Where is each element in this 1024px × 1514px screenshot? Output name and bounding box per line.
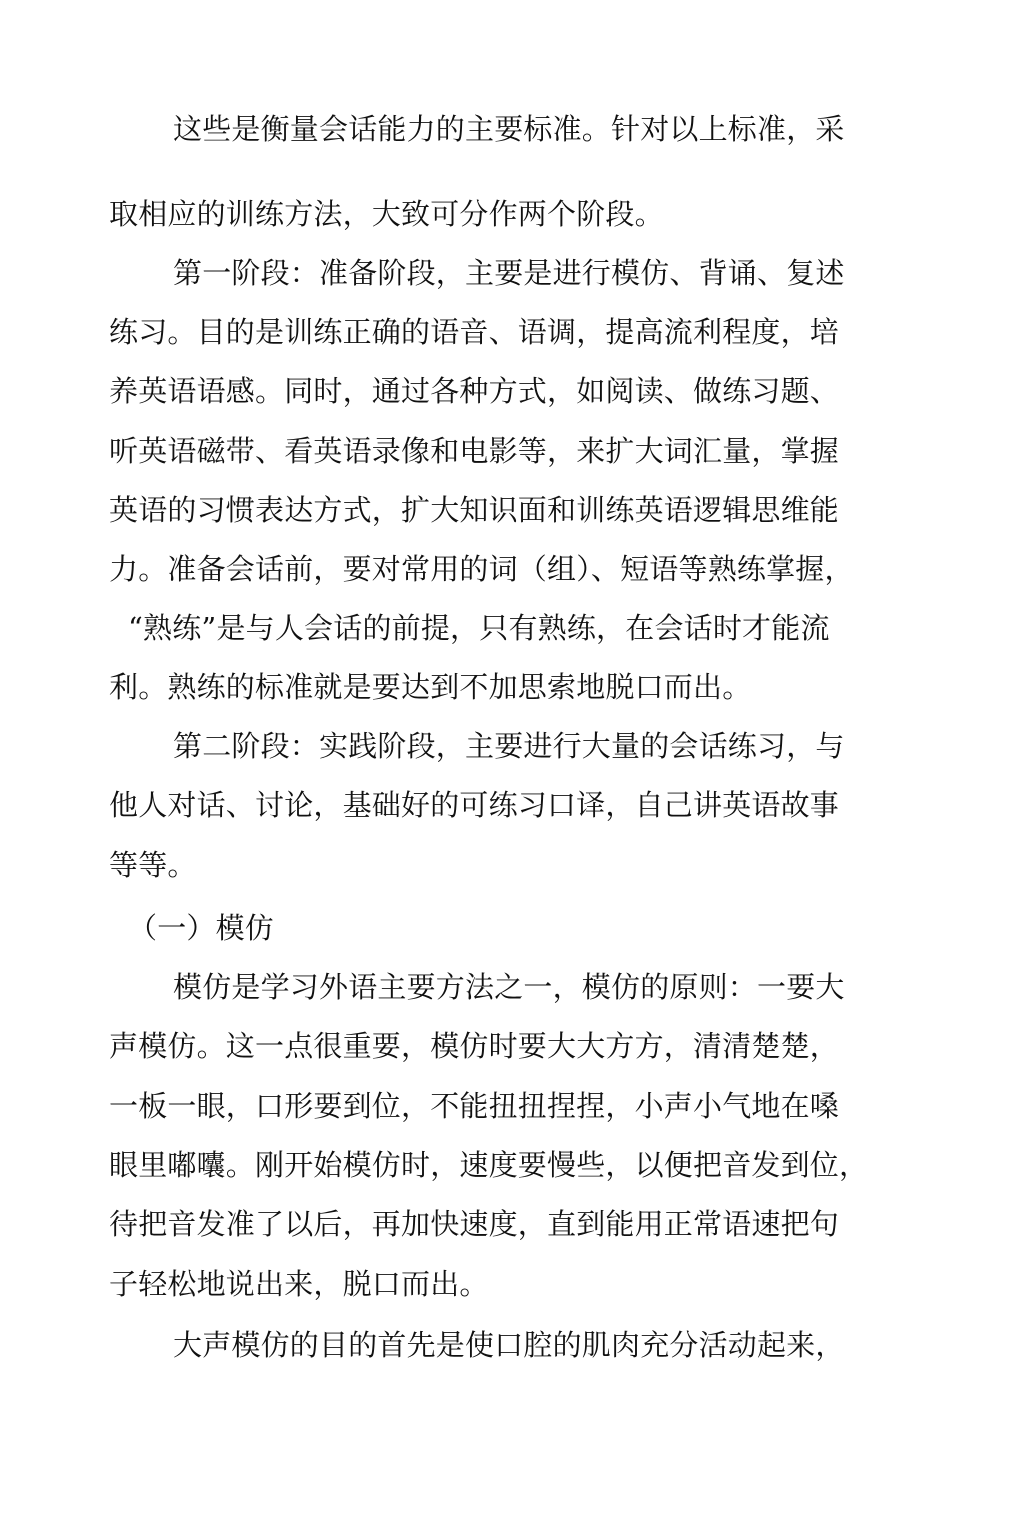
text-line: 利。熟练的标准就是要达到不加思索地脱口而出。	[109, 670, 752, 704]
text-line: 大声模仿的目的首先是使口腔的肌肉充分活动起来，	[173, 1328, 845, 1362]
text-line: 听英语磁带、看英语录像和电影等，来扩大词汇量，掌握	[109, 434, 840, 468]
section-heading: （一）模仿	[128, 911, 275, 945]
text-line: 第一阶段：准备阶段，主要是进行模仿、背诵、复述	[173, 256, 845, 290]
text-line: “熟练”是与人会话的前提，只有熟练，在会话时才能流	[128, 611, 830, 645]
text-line: 等等。	[109, 848, 197, 882]
text-line: 这些是衡量会话能力的主要标准。针对以上标准，采	[173, 112, 845, 146]
text-line: 练习。目的是训练正确的语音、语调，提高流利程度，培	[109, 315, 840, 349]
text-line: 待把音发准了以后，再加快速度，直到能用正常语速把句	[109, 1207, 840, 1241]
text-line: 他人对话、讨论，基础好的可练习口译，自己讲英语故事	[109, 788, 840, 822]
text-line: 第二阶段：实践阶段，主要进行大量的会话练习，与	[173, 729, 845, 763]
text-line: 模仿是学习外语主要方法之一，模仿的原则：一要大	[173, 970, 845, 1004]
text-line: 一板一眼，口形要到位，不能扭扭捏捏，小声小气地在嗓	[109, 1089, 840, 1123]
text-line: 声模仿。这一点很重要，模仿时要大大方方，清清楚楚，	[109, 1029, 840, 1063]
text-line: 子轻松地说出来，脱口而出。	[109, 1267, 489, 1301]
text-line: 力。准备会话前，要对常用的词（组）、短语等熟练掌握，	[109, 552, 854, 586]
text-line: 眼里嘟囔。刚开始模仿时，速度要慢些，以便把音发到位，	[109, 1148, 869, 1182]
text-line: 养英语语感。同时，通过各种方式，如阅读、做练习题、	[109, 374, 840, 408]
text-line: 取相应的训练方法，大致可分作两个阶段。	[109, 197, 664, 231]
text-line: 英语的习惯表达方式，扩大知识面和训练英语逻辑思维能	[109, 493, 840, 527]
